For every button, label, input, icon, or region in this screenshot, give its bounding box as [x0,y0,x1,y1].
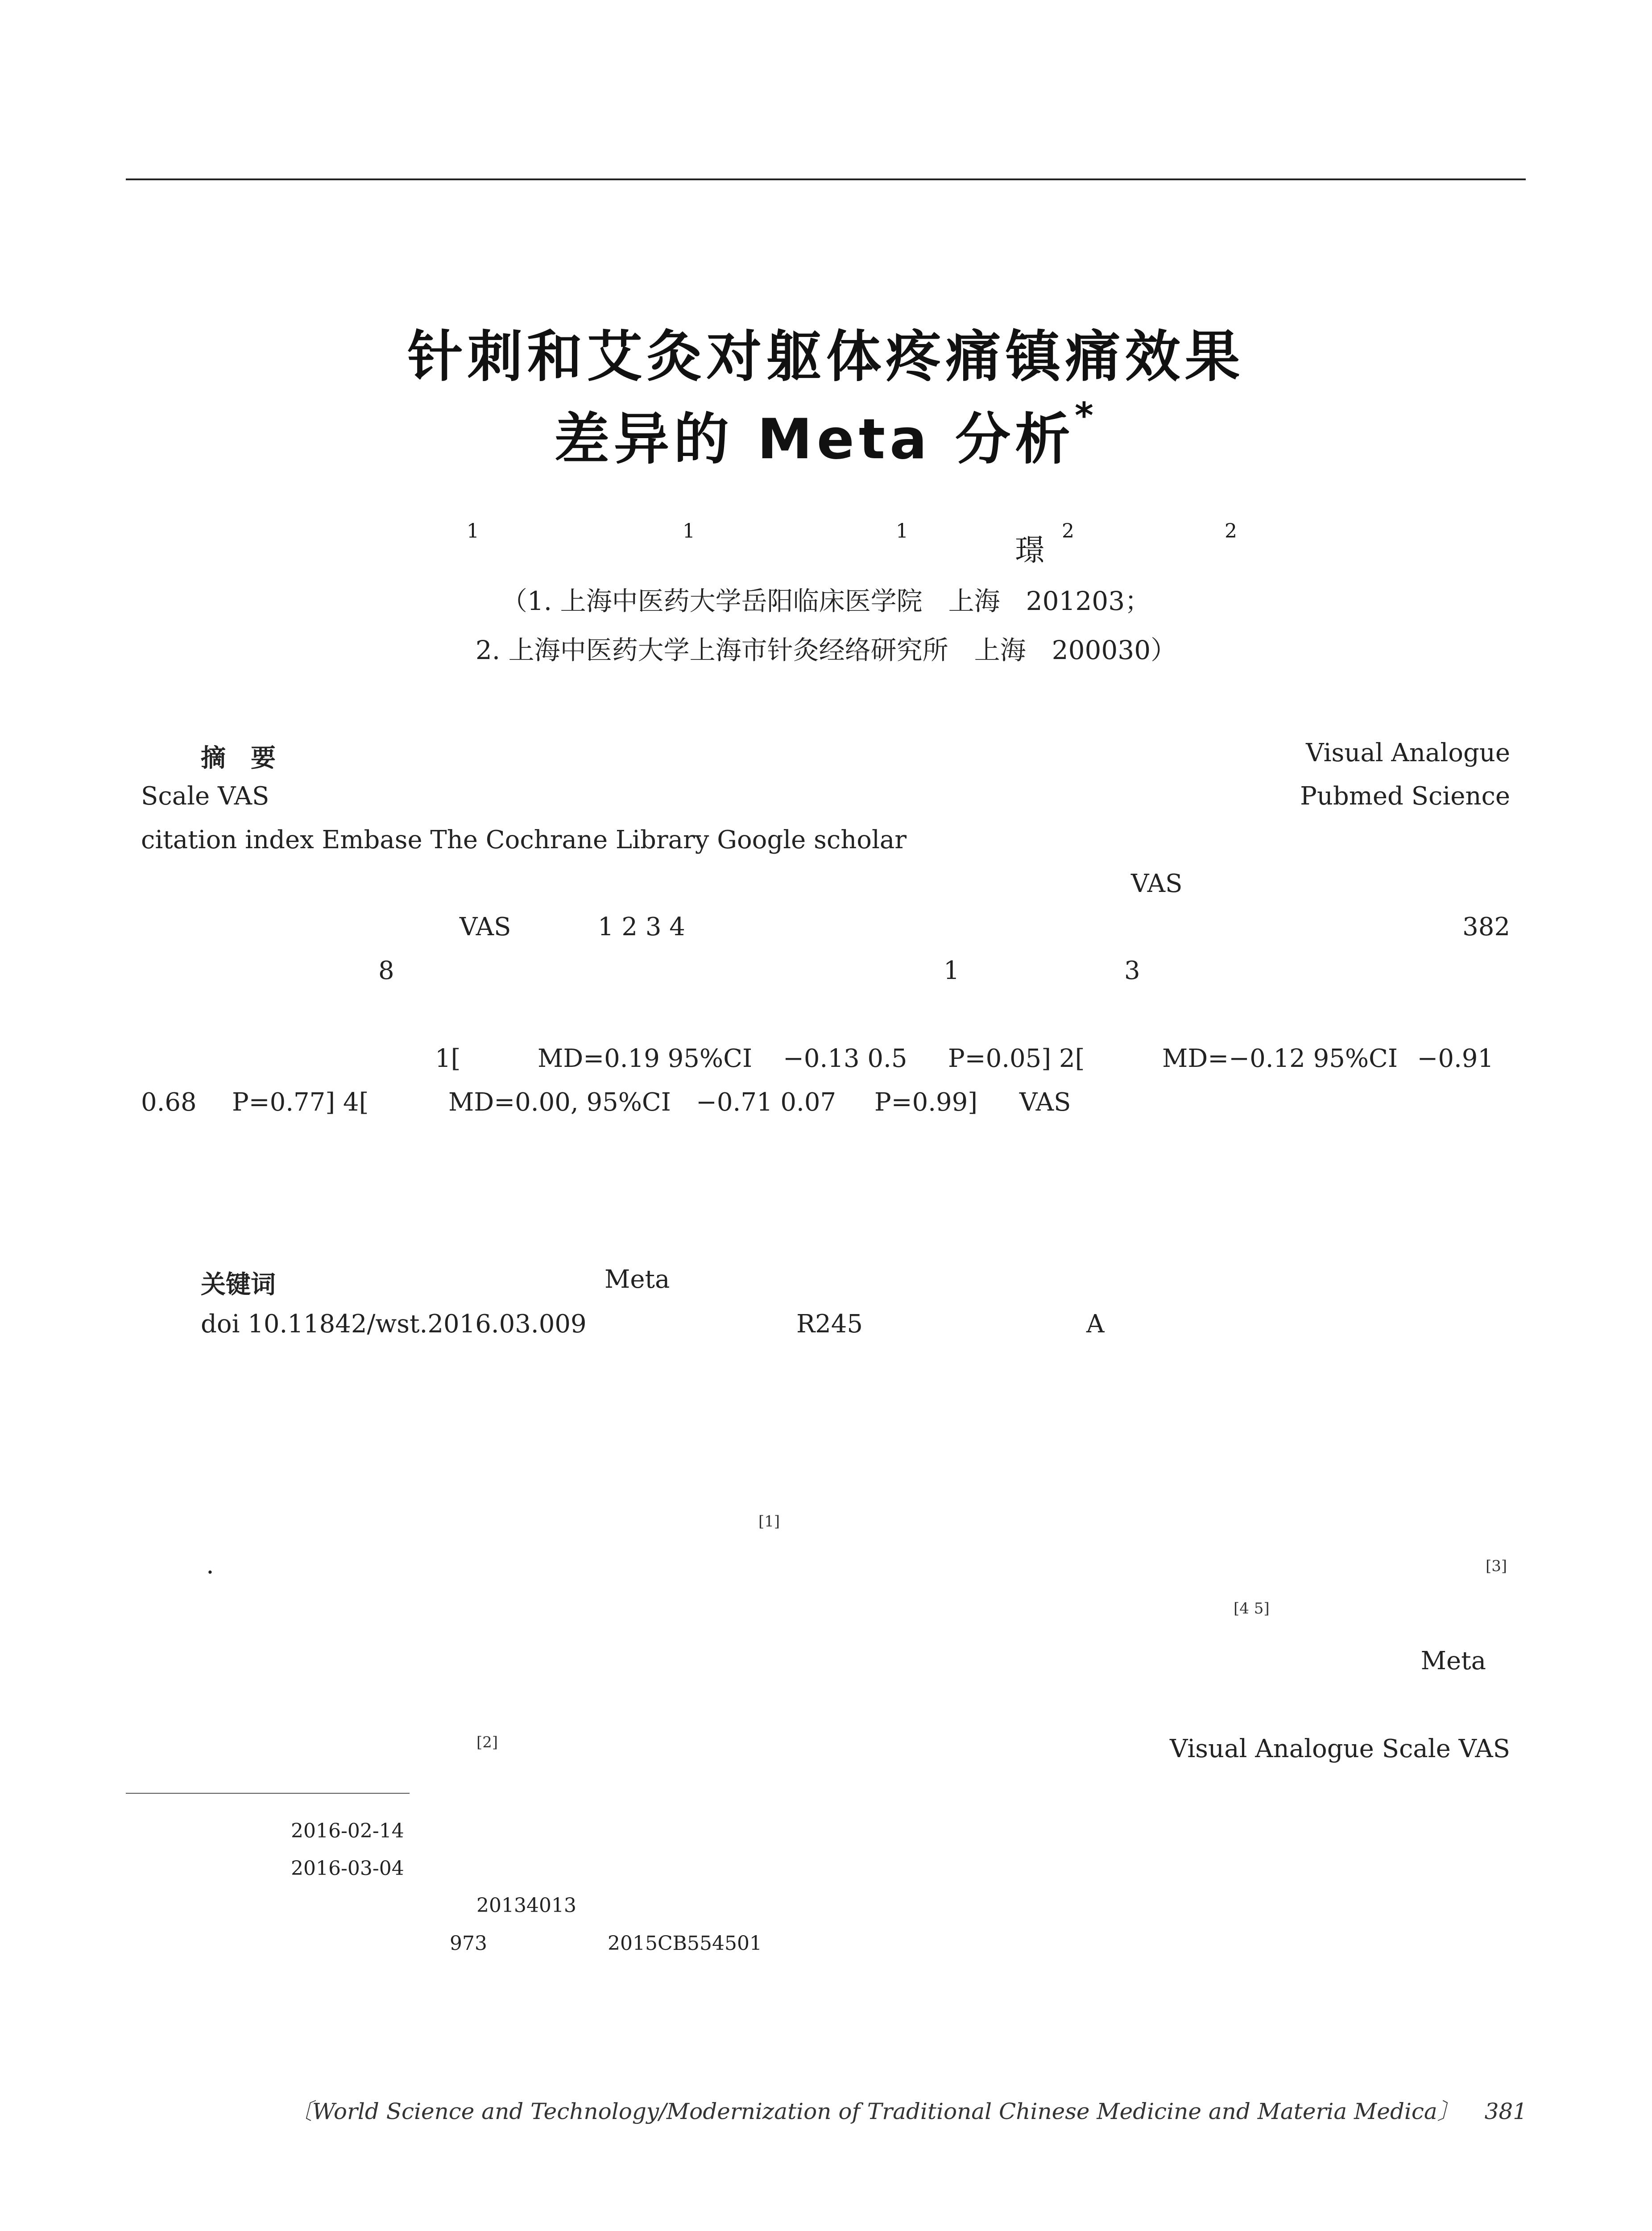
abstract-line-3: citation index Embase The Cochrane Library Google scholar [141,825,907,854]
keywords-meta: Meta [604,1265,670,1294]
author-sup-2b: 2 [1225,520,1237,543]
abstract-line-4-vas: VAS [1131,869,1183,898]
footnote-received: 2016-02-14 [291,1820,404,1842]
clc-number: R245 [796,1310,863,1339]
footnote-rule [126,1793,410,1794]
abstract-line-2-right: Pubmed Science [1300,782,1510,811]
title-line-2-text: 差异的 Meta 分析 [554,407,1075,472]
result-2-d: −0.71 0.07 [696,1088,836,1117]
result-2-e: P=0.99] [874,1088,978,1117]
result-1-a: 1[ [435,1044,461,1073]
abstract-line-6-3: 3 [1124,956,1140,985]
result-2-f: VAS [1019,1088,1071,1117]
title-line-2 [0,395,1652,474]
citation-3: [3] [1486,1557,1507,1575]
doi: doi 10.11842/wst.2016.03.009 [201,1310,587,1339]
citation-1: [1] [758,1513,780,1530]
result-1-c: −0.13 0.5 [783,1044,907,1073]
result-1-e: MD=−0.12 95%CI [1162,1044,1398,1073]
footnote-grant-2-code: 2015CB554501 [608,1932,762,1955]
result-1-d: P=0.05] 2[ [948,1044,1085,1073]
footnote-grant-2-prefix: 973 [450,1932,487,1955]
abstract-line-2-left: Scale VAS [141,782,269,811]
author-sup-2a: 2 [1062,520,1074,543]
result-2-b: P=0.77] 4[ [232,1088,369,1117]
result-2-a: 0.68 [141,1088,197,1117]
result-1-f: −0.91 [1417,1044,1494,1073]
abstract-label: 摘 要 [201,744,276,773]
journal-name: 〔World Science and Technology/Modernization of Traditional Chinese Medicine and Materia Medica〕 [290,2098,1460,2124]
page-footer [290,2094,1527,2126]
header-rule [126,178,1526,180]
citation-2: [2] [476,1733,498,1751]
page-number: 381 [1484,2098,1527,2124]
author-name-fragment: 璟 [1015,533,1044,568]
abstract-line-1-right: Visual Analogue [1306,738,1510,767]
abstract-line-6-1: 1 [944,956,960,985]
body-meta: Meta [1420,1646,1486,1675]
footnote-grant-1: 20134013 [476,1894,576,1917]
abstract-line-5-382: 382 [1462,912,1510,941]
abstract-line-5-nums: 1 2 3 4 [598,912,685,941]
affiliation-line-1: （1. 上海中医药大学岳阳临床医学院 上海 201203； [501,586,1151,616]
keywords-label: 关键词 [201,1270,276,1299]
title-footnote-star: * [1074,395,1098,436]
citation-4-5: [4 5] [1234,1600,1270,1617]
footnote-revised: 2016-03-04 [291,1857,404,1880]
title-line-1: 针刺和艾灸对躯体疼痛镇痛效果 [407,325,1245,389]
result-2-c: MD=0.00, 95%CI [448,1088,671,1117]
affiliation-line-2: 2. 上海中医药大学上海市针灸经络研究所 上海 200030） [475,635,1177,665]
author-sup-1b: 1 [683,520,695,543]
document-code: A [1086,1310,1105,1339]
abstract-line-5-vas: VAS [460,912,511,941]
author-sup-1a: 1 [467,520,479,543]
abstract-line-6-8: 8 [378,956,394,985]
body-dot: . [206,1551,214,1580]
result-1-b: MD=0.19 95%CI [538,1044,753,1073]
body-vas-line: Visual Analogue Scale VAS [1169,1734,1510,1763]
author-sup-1c: 1 [896,520,908,543]
